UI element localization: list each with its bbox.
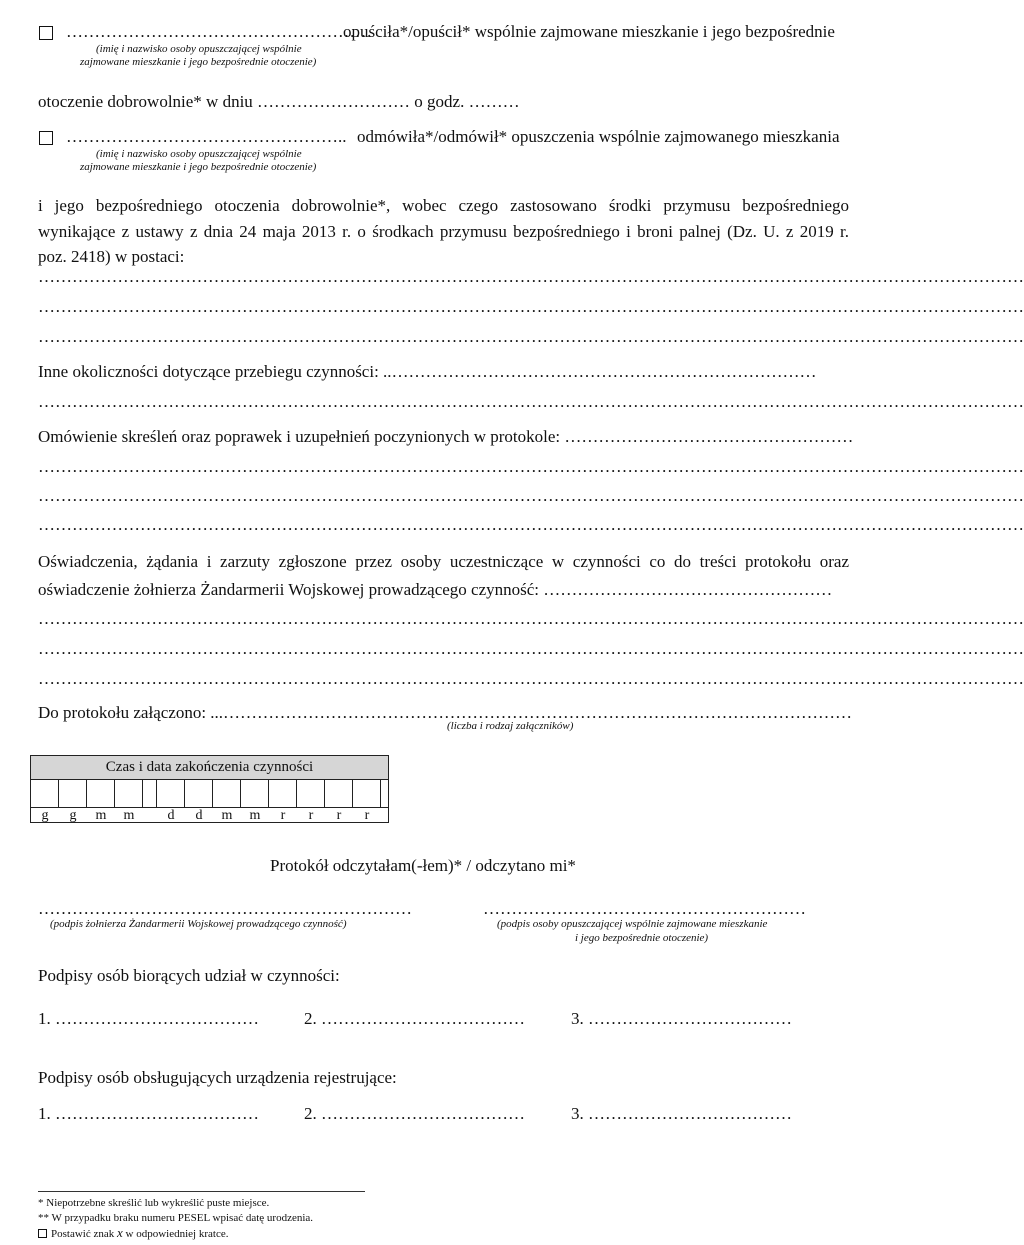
recorder-signature-2[interactable]: 2. ………………………………: [304, 1104, 525, 1123]
time-date-label: d: [167, 808, 175, 823]
statements-line-2: oświadczenie żołnierza Żandarmerii Wojskowej prowadzącego czynność: ……………………………………………: [38, 580, 833, 599]
signature-hint-officer: (podpis żołnierza Żandarmerii Wojskowej prowadzącego czynność): [50, 918, 347, 930]
time-date-label: r: [308, 808, 314, 823]
name-hint-2a: (imię i nazwisko osoby opuszczającej wspólnie: [96, 148, 302, 160]
attachments-label: Do protokołu załączono: ...…………………………………………………………………………………………………: [38, 703, 853, 722]
statements-line-1: Oświadczenia, żądania i zarzuty zgłoszone przez osoby uczestniczące w czynności co do treści protokołu oraz: [38, 552, 849, 571]
time-date-digit-cell[interactable]: [269, 779, 297, 807]
name-dots-1: ………………………………………………: [66, 22, 372, 41]
signature-dots-officer[interactable]: …………………………………………………………: [38, 899, 412, 918]
participant-signature-2[interactable]: 2. ………………………………: [304, 1009, 525, 1028]
dotted-line: …………………………………………………………………………………………………………………………………………………………: [38, 639, 1024, 658]
time-date-label: g: [69, 808, 77, 823]
checkbox-icon[interactable]: [39, 131, 53, 145]
circumstances-label: Inne okoliczności dotyczące przebiegu czynności: ..…………………………………………………………………: [38, 362, 817, 381]
time-date-digit-cell[interactable]: [157, 779, 185, 807]
name-hint-2b: zajmowane mieszkanie i jego bezpośrednie otoczenie): [80, 161, 317, 173]
time-date-digit-cell[interactable]: [353, 779, 381, 807]
end-time-date-header: Czas i data zakończenia czynności: [31, 756, 388, 780]
end-time-date-box: [30, 755, 389, 823]
dotted-line: …………………………………………………………………………………………………………………………………………………………: [38, 486, 1024, 505]
dotted-line: …………………………………………………………………………………………………………………………………………………………: [38, 327, 1024, 346]
time-date-label: g: [41, 808, 49, 823]
recorder-signature-1[interactable]: 1. ………………………………: [38, 1104, 259, 1123]
participants-title: Podpisy osób biorących udział w czynności:: [38, 966, 340, 985]
participant-signature-3[interactable]: 3. ………………………………: [571, 1009, 792, 1028]
time-date-label: r: [336, 808, 342, 823]
time-date-digit-cell[interactable]: [297, 779, 325, 807]
time-date-label: m: [221, 808, 233, 823]
footnote-2: ** W przypadku braku numeru PESEL wpisać datę urodzenia.: [38, 1212, 314, 1224]
coercion-paragraph-line: poz. 2418) w postaci:: [38, 247, 185, 266]
footnote-3-pre: Postawić znak: [51, 1228, 117, 1240]
left-dwelling-text: opuściła*/opuścił* wspólnie zajmowane mieszkanie i jego bezpośrednie: [343, 22, 835, 41]
checkbox-icon[interactable]: [39, 26, 53, 40]
coercion-paragraph-line: i jego bezpośredniego otoczenia dobrowolnie*, wobec czego zastosowano środki przymusu bezpośredniego: [38, 196, 849, 215]
dotted-line: …………………………………………………………………………………………………………………………………………………………: [38, 297, 1024, 316]
checkbox-small-icon: [38, 1229, 47, 1238]
time-date-digit-cell[interactable]: [115, 779, 143, 807]
time-date-label: r: [364, 808, 370, 823]
refused-text: odmówiła*/odmówił* opuszczenia wspólnie zajmowanego mieszkania: [357, 127, 840, 146]
time-date-digit-cell[interactable]: [185, 779, 213, 807]
protocol-read-statement: Protokół odczytałam(-łem)* / odczytano mi*: [270, 856, 576, 875]
time-date-digit-cell[interactable]: [213, 779, 241, 807]
date-time-line: otoczenie dobrowolnie* w dniu ……………………… o godz. ………: [38, 92, 520, 111]
signature-hint-person-1: (podpis osoby opuszczającej wspólnie zajmowane mieszkanie: [497, 918, 768, 930]
dotted-line: …………………………………………………………………………………………………………………………………………………………: [38, 267, 1024, 286]
footnote-rule: [38, 1191, 365, 1192]
name-dots-2: …………………………………………..: [66, 127, 347, 146]
dotted-line: …………………………………………………………………………………………………………………………………………………………: [38, 515, 1024, 534]
time-date-digit-cell[interactable]: [59, 779, 87, 807]
time-date-label: m: [123, 808, 135, 823]
participant-signature-1[interactable]: 1. ………………………………: [38, 1009, 259, 1028]
end-time-date-labels: [31, 807, 388, 824]
footnote-3: [38, 1226, 228, 1241]
dotted-line: …………………………………………………………………………………………………………………………………………………………: [38, 669, 1024, 688]
time-date-label: d: [195, 808, 203, 823]
signature-hint-person-2: i jego bezpośrednie otoczenie): [575, 932, 709, 944]
recorder-signature-3[interactable]: 3. ………………………………: [571, 1104, 792, 1123]
time-date-digit-cell[interactable]: [325, 779, 353, 807]
time-date-digit-cell[interactable]: [31, 779, 59, 807]
time-date-digit-cell[interactable]: [87, 779, 115, 807]
time-date-label: r: [280, 808, 286, 823]
time-date-digit-cell[interactable]: [241, 779, 269, 807]
footnote-3-mark: x: [116, 1225, 123, 1240]
name-hint-1a: (imię i nazwisko osoby opuszczającej wspólnie: [96, 43, 302, 55]
dotted-line: …………………………………………………………………………………………………………………………………………………………: [38, 392, 1024, 411]
dotted-line: …………………………………………………………………………………………………………………………………………………………: [38, 609, 1024, 628]
attachments-hint: (liczba i rodzaj załączników): [447, 720, 574, 732]
recorders-title: Podpisy osób obsługujących urządzenia rejestrujące:: [38, 1068, 397, 1087]
time-date-label: m: [95, 808, 107, 823]
dotted-line: …………………………………………………………………………………………………………………………………………………………: [38, 457, 1024, 476]
signature-dots-person[interactable]: …………………………………………………: [483, 899, 806, 918]
footnote-3-post: w odpowiedniej kratce.: [122, 1228, 229, 1240]
footnote-1: * Niepotrzebne skreślić lub wykreślić puste miejsce.: [38, 1197, 270, 1209]
coercion-paragraph-line: wynikające z ustawy z dnia 24 maja 2013 r. o środkach przymusu bezpośredniego i broni palnej (Dz. U. z 2019 r.: [38, 222, 849, 241]
time-date-separator: [143, 779, 157, 807]
corrections-label: Omówienie skreśleń oraz poprawek i uzupełnień poczynionych w protokole: ……………………………………………: [38, 427, 854, 446]
name-hint-1b: zajmowane mieszkanie i jego bezpośrednie otoczenie): [80, 56, 317, 68]
time-date-label: m: [249, 808, 261, 823]
